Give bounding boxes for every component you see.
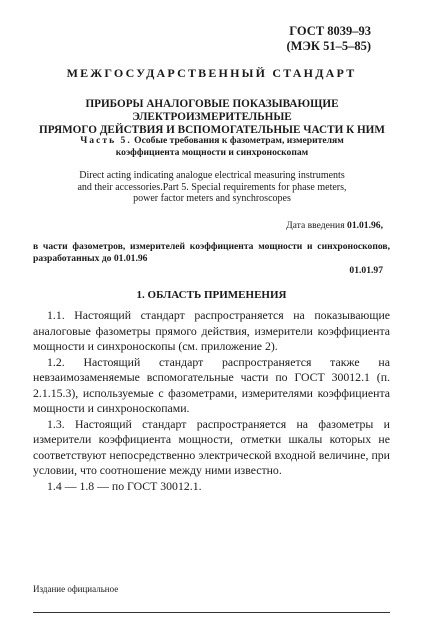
paragraph-1-2: 1.2. Настоящий стандарт распространяется также на невзаимозаменяемые вспомогательные части по ГОСТ 30012.1 (п. 2.1.15.3), используемые с фазометрами, измерителями коэффициента мощности и синхроноскопами. — [33, 354, 390, 415]
scope-date: 01.01.97 — [349, 265, 383, 276]
standard-type-heading: МЕЖГОСУДАРСТВЕННЫЙ СТАНДАРТ — [66, 66, 357, 80]
part-text-1: Особые требования к фазометрам, измерителям — [134, 135, 344, 146]
introduction-date-value: 01.01.96, — [347, 220, 383, 231]
english-title-line-2: and their accessories.Part 5. Special requirements for phase meters, — [77, 181, 347, 193]
footer-rule — [33, 612, 390, 613]
english-title-line-1: Direct acting indicating analogue electrical measuring instruments — [79, 170, 345, 181]
edition-note: Издание официальное — [33, 584, 119, 594]
part-line-2: коэффициента мощности и синхроноскопам — [115, 147, 309, 158]
paragraph-1-3: 1.3. Настоящий стандарт распространяется на фазометры и измерители коэффициента мощности, отметки шкалы которых не соответствуют непосредственно электрической входной величине, при условии, что соотношение между ними известно. — [33, 416, 390, 477]
title-line-2: ПРЯМОГО ДЕЙСТВИЯ И ВСПОМОГАТЕЛЬНЫЕ ЧАСТИ К НИМ — [39, 124, 385, 136]
body-text — [33, 308, 390, 494]
title-line-1: ПРИБОРЫ АНАЛОГОВЫЕ ПОКАЗЫВАЮЩИЕ ЭЛЕКТРОИЗМЕРИТЕЛЬНЫЕ — [85, 98, 339, 123]
scope-note: в части фазометров, измерителей коэффициента мощности и синхроноскопов, разработанных до 01.01.96 — [33, 241, 390, 264]
introduction-date-label: Дата введения — [286, 220, 345, 231]
english-title — [56, 170, 368, 205]
document-title — [36, 98, 388, 137]
iec-number: (МЭК 51–5–85) — [286, 39, 371, 53]
introduction-date — [286, 220, 383, 231]
section-title: 1. ОБЛАСТЬ ПРИМЕНЕНИЯ — [136, 289, 287, 301]
part-subtitle — [56, 135, 368, 159]
gost-number: ГОСТ 8039–93 — [289, 24, 371, 38]
part-line-1 — [56, 135, 368, 147]
paragraph-1-4: 1.4 — 1.8 — по ГОСТ 30012.1. — [47, 478, 202, 493]
document-header — [286, 24, 371, 54]
paragraph-1-1: 1.1. Настоящий стандарт распространяется на показывающие аналоговые фазометры прямого действия, измерители коэффициента мощности и синхроноскопы (см. приложение 2). — [33, 308, 390, 353]
part-label: Часть 5. — [80, 135, 132, 146]
english-title-line-3: power factor meters and synchroscopes — [133, 193, 291, 204]
